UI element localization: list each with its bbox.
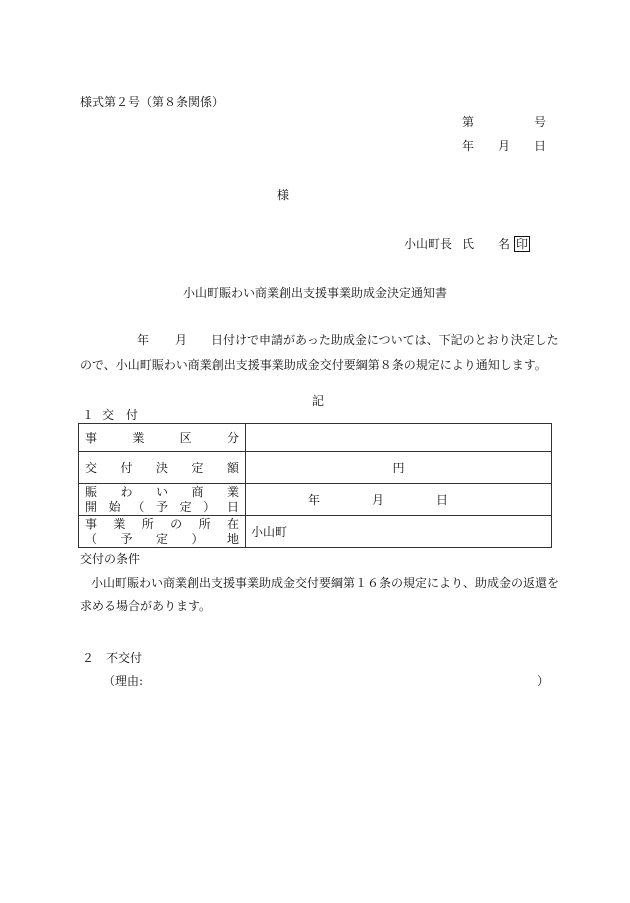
reason-line[interactable]	[103, 675, 549, 687]
label-char: 業	[113, 517, 126, 532]
label-char: 分	[226, 431, 239, 445]
label-char: ）	[203, 499, 216, 514]
conditions-line-2: 求める場合があります。	[80, 599, 212, 613]
page-title: 小山町賑わい商業創出支援事業助成金決定通知書	[183, 286, 448, 300]
cell-location-value[interactable]	[246, 516, 552, 548]
body-month: 月	[175, 333, 188, 347]
issue-date-month: 月	[497, 139, 510, 153]
section-2-heading	[82, 652, 142, 664]
section-1-heading	[82, 409, 138, 421]
reason-label: （理由:	[103, 674, 144, 688]
cell-business-category-value[interactable]	[246, 424, 552, 452]
table-row	[79, 484, 552, 516]
start-day: 日	[436, 493, 449, 507]
label-char: の	[170, 517, 183, 532]
label-char: 事	[85, 517, 98, 532]
label-char: 額	[226, 461, 239, 475]
name-label-1: 氏	[462, 237, 475, 251]
body-day-text: 日付けで申請があった助成金については、下記のとおり決定した	[211, 333, 559, 347]
label-char: （	[132, 499, 145, 514]
conditions-heading: 交付の条件	[80, 552, 141, 566]
label-char: 予	[155, 499, 168, 514]
label-char: い	[155, 485, 168, 500]
label-char: 決	[155, 461, 168, 475]
label-char: 在	[226, 517, 239, 532]
form-number: 様式第２号（第８条関係）	[80, 95, 225, 109]
label-char: 賑	[85, 485, 98, 500]
issue-date-day: 日	[533, 139, 546, 153]
ki-heading: 記	[312, 394, 325, 408]
label-char: 事	[85, 431, 98, 445]
label-char: わ	[120, 485, 133, 500]
name-label-2: 名	[498, 237, 511, 251]
label-char: ）	[191, 531, 204, 546]
sender-line	[404, 236, 530, 252]
section-2-number: ２	[82, 651, 95, 665]
cell-start-date-label	[79, 484, 246, 516]
cell-location-label	[79, 516, 246, 548]
addressee-suffix: 様	[277, 188, 290, 202]
issue-date-line	[462, 140, 546, 152]
location-town: 小山町	[251, 525, 288, 539]
label-char: 所	[141, 517, 154, 532]
body-line-2: ので、小山町賑わい商業創出支援事業助成金交付要綱第８条の規定により通知します。	[80, 358, 547, 372]
conditions-line-1: 小山町賑わい商業創出支援事業助成金交付要綱第１６条の規定により、助成金の返還を	[91, 576, 560, 590]
label-char: 商	[191, 485, 204, 500]
yen-unit: 円	[392, 461, 405, 475]
label-char: 定	[155, 531, 168, 546]
cell-business-category-label	[79, 424, 246, 452]
seal-mark: 印	[516, 237, 529, 251]
label-char: 区	[179, 431, 192, 445]
table-row	[79, 516, 552, 548]
sender-title: 小山町長	[404, 237, 453, 251]
label-char: 業	[226, 485, 239, 500]
label-char: 始	[108, 499, 121, 514]
label-char: 交	[85, 461, 98, 475]
label-char: 予	[120, 531, 133, 546]
cell-start-date-value[interactable]	[246, 484, 552, 516]
label-char: 定	[179, 499, 192, 514]
issue-date-year: 年	[462, 139, 475, 153]
cell-grant-amount-value[interactable]	[246, 452, 552, 484]
section-1-number: １	[82, 408, 95, 422]
cell-grant-amount-label	[79, 452, 246, 484]
grant-table	[78, 423, 552, 548]
body-line-1	[137, 334, 559, 346]
label-char: 地	[226, 531, 239, 546]
table-row	[79, 424, 552, 452]
label-char: 所	[198, 517, 211, 532]
label-char: 日	[226, 499, 239, 514]
body-year: 年	[137, 333, 150, 347]
label-char: 業	[132, 431, 145, 445]
section-1-label: 交 付	[102, 408, 139, 422]
reason-close: ）	[536, 674, 549, 688]
doc-number-prefix: 第	[462, 115, 475, 129]
label-char: 付	[120, 461, 133, 475]
label-char: 定	[191, 461, 204, 475]
label-char: 開	[85, 499, 98, 514]
document-number-line	[462, 116, 546, 128]
start-year: 年	[308, 493, 321, 507]
table-row	[79, 452, 552, 484]
section-2-label: 不交付	[106, 651, 143, 665]
doc-number-suffix: 号	[533, 115, 546, 129]
label-char: （	[85, 531, 98, 546]
start-month: 月	[372, 493, 385, 507]
